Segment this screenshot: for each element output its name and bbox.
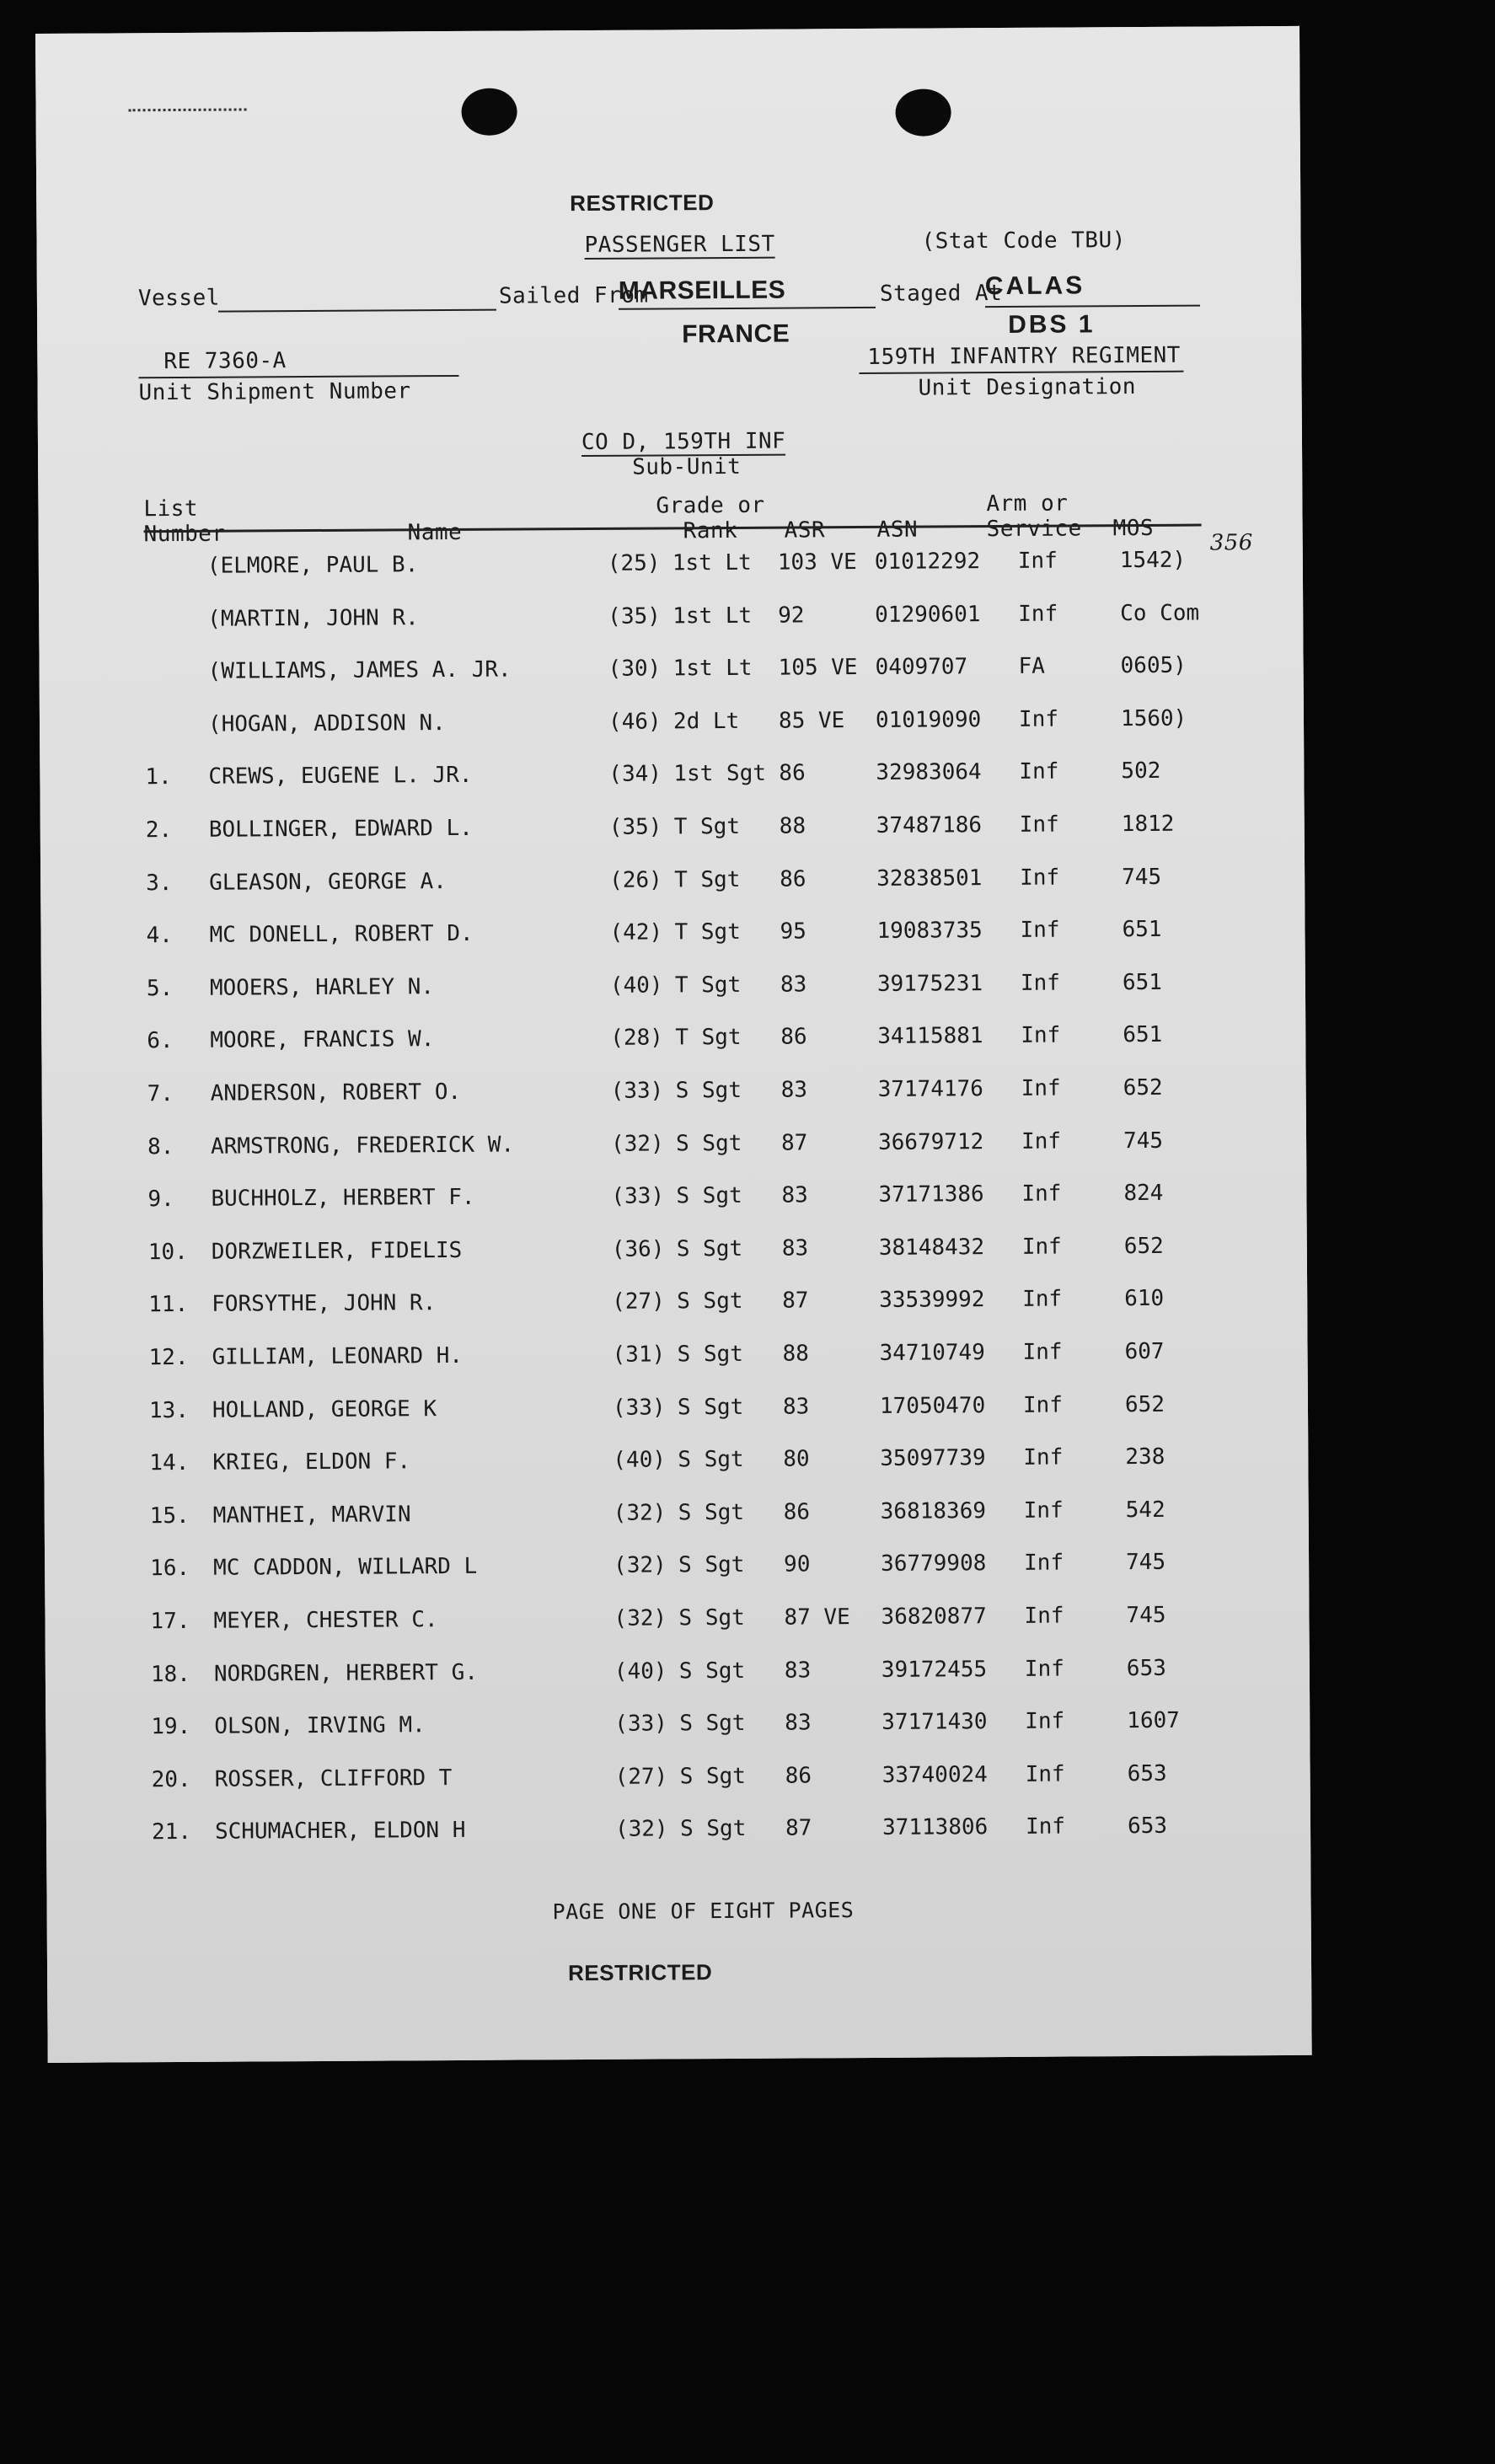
table-row <box>39 547 1303 588</box>
cell-age: (30) <box>608 656 662 683</box>
cell-arm: Inf <box>1021 1181 1062 1208</box>
cell-asn: 32983064 <box>876 759 982 786</box>
table-row <box>45 1602 1309 1643</box>
cell-mos: 651 <box>1122 917 1162 943</box>
cell-name: CREWS, EUGENE L. JR. <box>208 763 473 790</box>
cell-grade: S Sgt <box>679 1711 746 1737</box>
cell-asr: 92 <box>778 603 805 629</box>
col-arm-2: Service <box>986 516 1082 543</box>
cell-arm: Inf <box>1020 970 1060 996</box>
cell-mos: 652 <box>1124 1391 1165 1417</box>
cell-arm: Inf <box>1022 1392 1064 1418</box>
cell-grade: 1st Sgt <box>673 761 767 787</box>
col-grade-1: Grade or <box>656 492 765 519</box>
cell-asr: 90 <box>784 1551 811 1577</box>
cell-asr: 86 <box>779 760 806 787</box>
cell-mos: 0605) <box>1120 652 1187 679</box>
cell-arm: Inf <box>1025 1708 1065 1735</box>
table-row <box>41 969 1305 1010</box>
cell-name: MOORE, FRANCIS W. <box>210 1026 435 1054</box>
cell-asr: 87 <box>780 1130 808 1156</box>
cell-num: 14. <box>149 1450 190 1476</box>
cell-age: (27) <box>612 1288 665 1315</box>
cell-age: (33) <box>612 1395 666 1421</box>
table-row <box>40 863 1305 904</box>
cell-asn: 34115881 <box>877 1023 983 1050</box>
sailed-from-stamp: MARSEILLES <box>618 276 786 305</box>
col-mos: MOS <box>1112 515 1155 542</box>
unit-designation: 159TH INFANTRY REGIMENT <box>867 342 1181 370</box>
cell-asn: 36779908 <box>881 1551 987 1577</box>
cell-age: (32) <box>614 1552 667 1579</box>
cell-mos: 610 <box>1124 1286 1165 1312</box>
shipment-number-label: Unit Shipment Number <box>138 378 411 406</box>
cell-mos: 745 <box>1122 864 1162 890</box>
table-row <box>46 1654 1310 1695</box>
cell-asr: 86 <box>785 1763 812 1789</box>
cell-grade: S Sgt <box>678 1658 746 1684</box>
cell-grade: T Sgt <box>674 866 741 892</box>
cell-name: MC CADDON, WILLARD L <box>213 1554 478 1582</box>
table-row <box>41 1021 1305 1063</box>
cell-age: (35) <box>608 814 662 840</box>
cell-age: (26) <box>609 867 662 893</box>
cell-asr: 95 <box>780 919 806 945</box>
cell-asn: 37171386 <box>878 1181 984 1208</box>
cell-age: (33) <box>610 1078 664 1104</box>
table-row <box>45 1497 1309 1538</box>
punch-hole <box>461 88 517 136</box>
cell-arm: Inf <box>1021 1022 1061 1049</box>
cell-grade: S Sgt <box>676 1235 743 1262</box>
cell-asn: 36818369 <box>880 1497 987 1524</box>
cell-asr: 80 <box>783 1446 810 1472</box>
cell-age: (46) <box>608 709 662 735</box>
cell-grade: S Sgt <box>677 1288 743 1315</box>
cell-name: GILLIAM, LEONARD H. <box>212 1342 464 1370</box>
cell-num: 1. <box>145 764 172 790</box>
cell-mos: 1560) <box>1120 705 1187 731</box>
sailed-from-blank <box>619 307 876 310</box>
cell-grade: S Sgt <box>678 1499 745 1526</box>
table-row <box>43 1233 1307 1274</box>
cell-arm: Inf <box>1024 1656 1064 1682</box>
cell-grade: S Sgt <box>675 1077 742 1104</box>
cell-name: BOLLINGER, EDWARD L. <box>208 815 473 843</box>
cell-mos: 1812 <box>1121 811 1175 838</box>
cell-arm: Inf <box>1019 758 1059 785</box>
table-row <box>40 916 1305 957</box>
cell-name: SCHUMACHER, ELDON H <box>214 1818 466 1845</box>
cell-age: (31) <box>612 1342 666 1368</box>
cell-grade: 1st Lt <box>672 656 753 682</box>
cell-arm: Inf <box>1021 1075 1061 1101</box>
cell-name: DORZWEILER, FIDELIS <box>211 1237 463 1265</box>
cell-grade: S Sgt <box>675 1130 742 1156</box>
cell-age: (28) <box>610 1025 664 1052</box>
cell-grade: T Sgt <box>675 1025 742 1051</box>
cell-num: 15. <box>149 1503 190 1529</box>
cell-num: 2. <box>145 817 173 844</box>
table-row <box>44 1444 1308 1485</box>
cell-arm: Inf <box>1023 1497 1064 1524</box>
staged-at-blank <box>985 305 1200 308</box>
cell-grade: S Sgt <box>678 1604 745 1631</box>
col-list-number-2: Number <box>143 521 226 548</box>
cell-grade: S Sgt <box>678 1447 744 1473</box>
cell-age: (33) <box>611 1183 665 1210</box>
cell-asn: 38148432 <box>878 1234 985 1261</box>
cell-asn: 0409707 <box>875 654 968 681</box>
col-arm-1: Arm or <box>986 490 1069 517</box>
col-list-number-1: List <box>143 495 199 522</box>
cell-asn: 33740024 <box>881 1761 988 1788</box>
cell-arm: Inf <box>1025 1761 1065 1787</box>
cell-arm: Inf <box>1021 1128 1062 1154</box>
staged-at-sub: DBS 1 <box>1008 310 1096 339</box>
cell-name: OLSON, IRVING M. <box>214 1712 426 1739</box>
cell-name: MOOERS, HARLEY N. <box>209 973 435 1001</box>
cell-age: (34) <box>608 761 662 788</box>
cell-name: ARMSTRONG, FREDERICK W. <box>210 1132 515 1160</box>
cell-arm: Inf <box>1022 1286 1063 1313</box>
table-row <box>40 705 1304 747</box>
cell-num: 7. <box>147 1081 174 1107</box>
cell-name: (WILLIAMS, JAMES A. JR. <box>207 656 512 684</box>
cell-age: (32) <box>610 1131 664 1157</box>
cell-name: (ELMORE, PAUL B. <box>206 552 419 579</box>
page-indicator: PAGE ONE OF EIGHT PAGES <box>552 1898 855 1925</box>
margin-number: 356 <box>1209 530 1253 556</box>
cell-mos: 652 <box>1123 1074 1163 1101</box>
staged-at-label: Staged At <box>879 280 1003 307</box>
cell-name: ANDERSON, ROBERT O. <box>210 1079 462 1106</box>
cell-arm: Inf <box>1024 1603 1064 1629</box>
cell-asr: 88 <box>782 1341 809 1367</box>
cell-name: GLEASON, GEORGE A. <box>209 868 447 896</box>
cell-grade: 2d Lt <box>672 708 740 735</box>
shipment-number: RE 7360-A <box>163 348 287 375</box>
table-row <box>45 1549 1309 1590</box>
vessel-label: Vessel <box>137 285 220 312</box>
cell-age: (32) <box>613 1500 667 1526</box>
cell-mos: 542 <box>1125 1497 1165 1523</box>
cell-num: 18. <box>150 1661 190 1687</box>
cell-grade: S Sgt <box>677 1394 744 1420</box>
document-page <box>35 26 1312 2063</box>
table-row <box>40 652 1304 694</box>
cell-name: MANTHEI, MARVIN <box>212 1502 411 1529</box>
cell-asn: 37171430 <box>881 1709 988 1736</box>
cell-asr: 83 <box>780 972 807 998</box>
cell-name: MC DONELL, ROBERT D. <box>209 921 474 948</box>
table-row <box>44 1338 1308 1379</box>
table-row <box>40 758 1304 799</box>
cell-age: (40) <box>609 972 663 999</box>
cell-num: 5. <box>146 975 174 1002</box>
cell-age: (42) <box>609 919 663 946</box>
cell-asr: 83 <box>785 1710 812 1736</box>
cell-name: HOLLAND, GEORGE K <box>212 1395 437 1423</box>
cell-asr: 88 <box>779 813 806 839</box>
cell-asr: 86 <box>780 1024 807 1051</box>
cell-grade: T Sgt <box>674 972 742 999</box>
cell-mos: 824 <box>1123 1181 1164 1207</box>
cell-asr: 83 <box>782 1394 810 1420</box>
cell-asr: 87 <box>785 1815 812 1841</box>
passenger-list-title: PASSENGER LIST <box>584 231 775 259</box>
cell-arm: Inf <box>1025 1813 1066 1840</box>
cell-mos: 238 <box>1125 1444 1165 1470</box>
cell-asr: 86 <box>780 866 806 892</box>
cell-num: 8. <box>147 1133 174 1160</box>
cell-num: 11. <box>148 1292 189 1318</box>
cell-grade: T Sgt <box>673 813 741 840</box>
cell-asr: 83 <box>780 1077 808 1103</box>
cell-asr: 87 VE <box>784 1604 850 1631</box>
cell-asr: 85 VE <box>778 707 845 734</box>
table-row <box>42 1180 1306 1221</box>
cell-age: (32) <box>614 1816 668 1843</box>
cell-asr: 86 <box>783 1499 811 1525</box>
cell-asn: 36820877 <box>881 1604 987 1630</box>
cell-asn: 37113806 <box>881 1814 989 1841</box>
sailed-from-label: Sailed From <box>498 282 649 309</box>
cell-num: 17. <box>150 1608 190 1635</box>
cell-grade: 1st Lt <box>672 549 752 576</box>
cell-asn: 36679712 <box>877 1128 984 1155</box>
cell-asr: 83 <box>781 1182 808 1208</box>
cell-mos: 653 <box>1127 1760 1167 1786</box>
cell-asr: 83 <box>784 1658 812 1684</box>
cell-mos: 502 <box>1121 758 1161 785</box>
cell-mos: 745 <box>1126 1602 1166 1629</box>
table-row <box>46 1707 1310 1749</box>
unit-designation-label: Unit Designation <box>918 374 1137 401</box>
cell-arm: Inf <box>1021 1234 1062 1260</box>
cell-arm: Inf <box>1018 706 1059 732</box>
cell-name: NORDGREN, HERBERT G. <box>213 1659 479 1687</box>
cell-mos: 745 <box>1123 1128 1164 1154</box>
table-row <box>43 1285 1307 1326</box>
cell-grade: S Sgt <box>679 1816 747 1842</box>
cell-asn: 01290601 <box>875 601 981 628</box>
cell-age: (40) <box>614 1658 667 1685</box>
cell-age: (36) <box>611 1236 665 1262</box>
vessel-blank <box>218 309 496 313</box>
cell-num: 20. <box>151 1766 191 1792</box>
cell-asr: 83 <box>781 1235 809 1261</box>
cell-mos: 745 <box>1126 1550 1166 1576</box>
cell-num: 9. <box>147 1186 174 1213</box>
cell-grade: S Sgt <box>676 1183 742 1209</box>
cell-arm: Inf <box>1017 548 1058 574</box>
cell-grade: S Sgt <box>679 1763 747 1790</box>
table-row <box>42 1127 1306 1168</box>
cell-grade: S Sgt <box>677 1341 743 1368</box>
cell-asn: 01019090 <box>875 706 982 733</box>
cell-mos: Co Com <box>1120 600 1200 626</box>
cell-asn: 35097739 <box>880 1445 986 1472</box>
cell-asn: 01012292 <box>874 549 981 575</box>
cell-name: MEYER, CHESTER C. <box>213 1607 438 1634</box>
cell-arm: Inf <box>1019 812 1059 838</box>
table-row <box>39 599 1303 640</box>
cell-num: 13. <box>148 1397 190 1423</box>
cell-name: (HOGAN, ADDISON N. <box>207 710 446 737</box>
restricted-title: RESTRICTED <box>570 190 715 217</box>
cell-mos: 607 <box>1124 1338 1165 1365</box>
table-row <box>46 1813 1310 1854</box>
cell-mos: 652 <box>1123 1233 1164 1259</box>
col-name: Name <box>407 519 463 546</box>
cell-age: (32) <box>614 1605 667 1631</box>
cell-grade: T Sgt <box>674 919 741 945</box>
cell-mos: 653 <box>1127 1813 1168 1840</box>
table-row <box>40 811 1305 852</box>
col-grade-2: Rank <box>683 517 738 544</box>
cell-age: (27) <box>614 1764 668 1790</box>
cell-name: KRIEG, ELDON F. <box>212 1449 411 1476</box>
cell-num: 3. <box>146 870 173 896</box>
table-row <box>44 1390 1308 1432</box>
cell-asn: 39172455 <box>881 1656 988 1683</box>
cell-age: (33) <box>614 1711 667 1738</box>
ink-mark <box>128 99 246 111</box>
cell-asn: 37487186 <box>876 812 983 838</box>
sailed-from-country-stamp: FRANCE <box>682 319 790 349</box>
cell-name: (MARTIN, JOHN R. <box>207 604 419 632</box>
cell-asr: 103 VE <box>777 549 857 576</box>
cell-num: 19. <box>151 1714 191 1740</box>
col-asn: ASN <box>876 517 919 543</box>
col-asr: ASR <box>784 517 826 544</box>
restricted-stamp-footer: RESTRICTED <box>567 1959 713 1986</box>
cell-name: ROSSER, CLIFFORD T <box>214 1765 453 1792</box>
punch-hole <box>895 88 951 136</box>
cell-age: (40) <box>613 1447 667 1474</box>
staged-at-value: CALAS <box>984 271 1085 301</box>
table-row <box>42 1074 1306 1116</box>
cell-asn: 33539992 <box>879 1287 985 1314</box>
cell-num: 10. <box>147 1239 188 1266</box>
cell-asr: 105 VE <box>778 655 858 681</box>
cell-arm: Inf <box>1020 865 1060 891</box>
cell-num: 6. <box>147 1028 174 1054</box>
cell-mos: 651 <box>1122 969 1162 995</box>
table-row <box>46 1760 1310 1802</box>
cell-age: (35) <box>608 603 661 629</box>
cell-asn: 17050470 <box>879 1392 986 1419</box>
cell-arm: Inf <box>1024 1550 1064 1577</box>
sub-unit: CO D, 159TH INF <box>581 428 786 456</box>
cell-asr: 87 <box>782 1288 809 1315</box>
cell-mos: 653 <box>1126 1655 1166 1681</box>
cell-arm: Inf <box>1020 917 1060 944</box>
cell-mos: 651 <box>1123 1022 1163 1048</box>
sub-unit-label: Sub-Unit <box>632 453 742 480</box>
cell-grade: 1st Lt <box>672 603 753 629</box>
cell-name: BUCHHOLZ, HERBERT F. <box>211 1185 475 1212</box>
cell-asn: 19083735 <box>876 918 983 945</box>
cell-grade: S Sgt <box>678 1552 745 1578</box>
cell-arm: FA <box>1018 653 1046 680</box>
cell-name: FORSYTHE, JOHN R. <box>212 1290 437 1318</box>
cell-asn: 32838501 <box>876 865 983 892</box>
cell-num: 12. <box>148 1344 189 1371</box>
cell-arm: Inf <box>1022 1339 1063 1365</box>
cell-arm: Inf <box>1018 601 1058 627</box>
cell-asn: 39175231 <box>876 970 983 997</box>
cell-num: 21. <box>151 1819 192 1845</box>
cell-asn: 37174176 <box>877 1076 983 1102</box>
cell-asn: 34710749 <box>879 1340 985 1366</box>
stat-code: (Stat Code TBU) <box>921 228 1126 254</box>
cell-mos: 1542) <box>1119 547 1187 574</box>
cell-mos: 1607 <box>1127 1707 1180 1734</box>
cell-num: 4. <box>146 923 173 949</box>
cell-num: 16. <box>150 1556 190 1582</box>
cell-age: (25) <box>607 550 661 576</box>
cell-arm: Inf <box>1023 1444 1064 1471</box>
